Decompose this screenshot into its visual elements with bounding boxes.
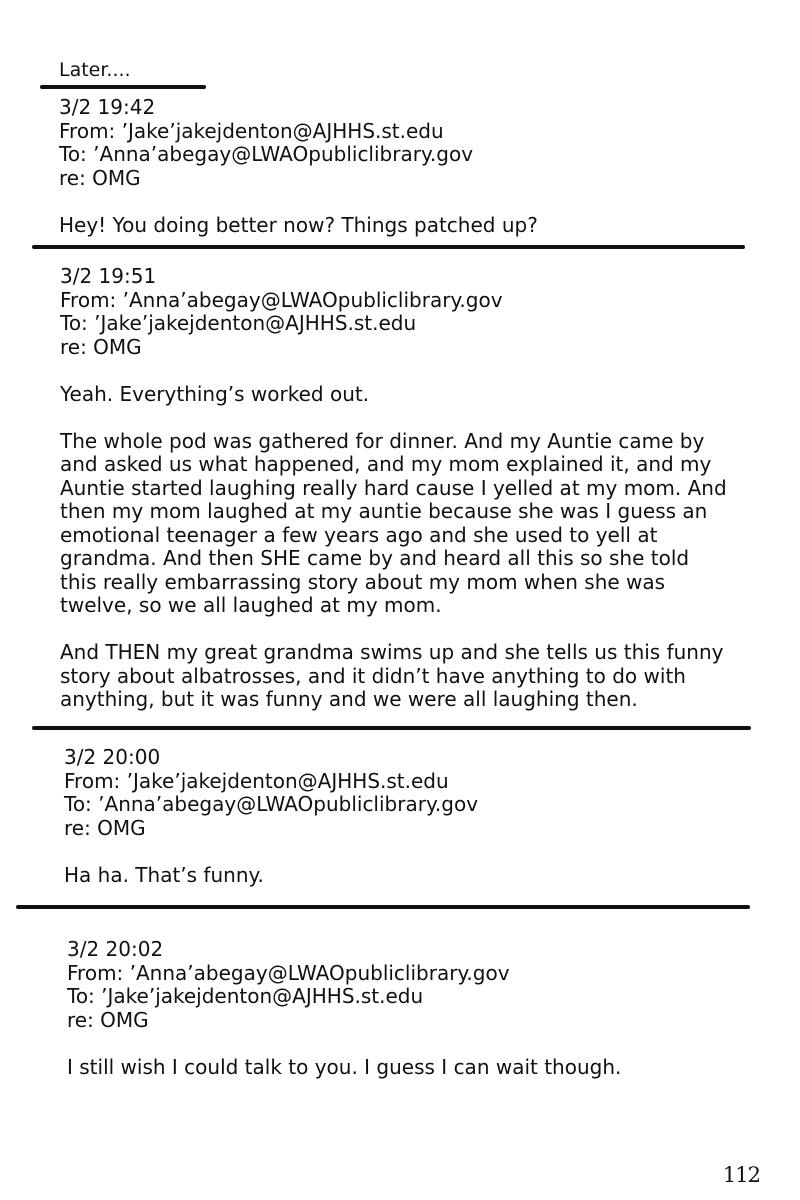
email-datetime: 3/2 20:02 (67, 937, 164, 961)
email-to: To: ’Anna’abegay@LWAOpubliclibrary.gov (59, 142, 474, 166)
message-divider (16, 905, 750, 909)
email-header (59, 96, 538, 190)
email-paragraph: I still wish I could talk to you. I guess I can wait though. (67, 1054, 622, 1079)
email-subject: re: OMG (64, 815, 146, 840)
email-message-3 (64, 746, 478, 887)
email-from: From: ’Jake’jakejdenton@AJHHS.st.edu (59, 118, 444, 143)
email-datetime: 3/2 19:42 (59, 95, 156, 119)
email-body (60, 383, 727, 712)
email-header (60, 265, 727, 359)
email-subject: re: OMG (59, 165, 141, 190)
email-from: From: ’Anna’abegay@LWAOpubliclibrary.gov (67, 960, 510, 985)
email-header (67, 938, 621, 1032)
scene-caption: Later.... (59, 59, 131, 81)
email-paragraph: Yeah. Everything’s worked out. (60, 381, 370, 406)
caption-underline (40, 85, 206, 89)
email-paragraph: And THEN my great grandma swims up and she tells us this funny story about albatrosses, and it didn’t have anything to do with anything, but it was funny and we were all laughing then. (60, 640, 724, 711)
message-divider (32, 245, 745, 249)
email-paragraph: Ha ha. That’s funny. (64, 862, 264, 887)
email-from: From: ’Anna’abegay@LWAOpubliclibrary.gov (60, 287, 503, 312)
email-body (67, 1056, 621, 1080)
email-to: To: ’Jake’jakejdenton@AJHHS.st.edu (67, 984, 424, 1008)
email-subject: re: OMG (60, 334, 142, 359)
email-to: To: ’Jake’jakejdenton@AJHHS.st.edu (60, 311, 417, 335)
email-paragraph: The whole pod was gathered for dinner. And my Auntie came by and asked us what happened, and my mom explained it, and my Auntie started laughing really hard cause I yelled at my mom. And then my mom laughed at my auntie because she was I guess an emotional teenager a few years ago and she used to yell at grandma. And then SHE came by and heard all this so she told this really embarrassing story about my mom when she was twelve, so we all laughed at my mom. (60, 428, 727, 617)
email-datetime: 3/2 20:00 (64, 745, 161, 769)
email-datetime: 3/2 19:51 (60, 264, 157, 288)
email-body (59, 214, 538, 238)
email-paragraph: Hey! You doing better now? Things patched up? (59, 212, 538, 237)
email-message-2 (60, 265, 727, 712)
email-message-1 (59, 96, 538, 237)
email-body (64, 864, 478, 888)
email-from: From: ’Jake’jakejdenton@AJHHS.st.edu (64, 768, 449, 793)
email-header (64, 746, 478, 840)
email-message-4 (67, 938, 621, 1079)
message-divider (32, 726, 751, 730)
email-to: To: ’Anna’abegay@LWAOpubliclibrary.gov (64, 792, 479, 816)
page-number: 112 (722, 1163, 760, 1187)
email-subject: re: OMG (67, 1007, 149, 1032)
